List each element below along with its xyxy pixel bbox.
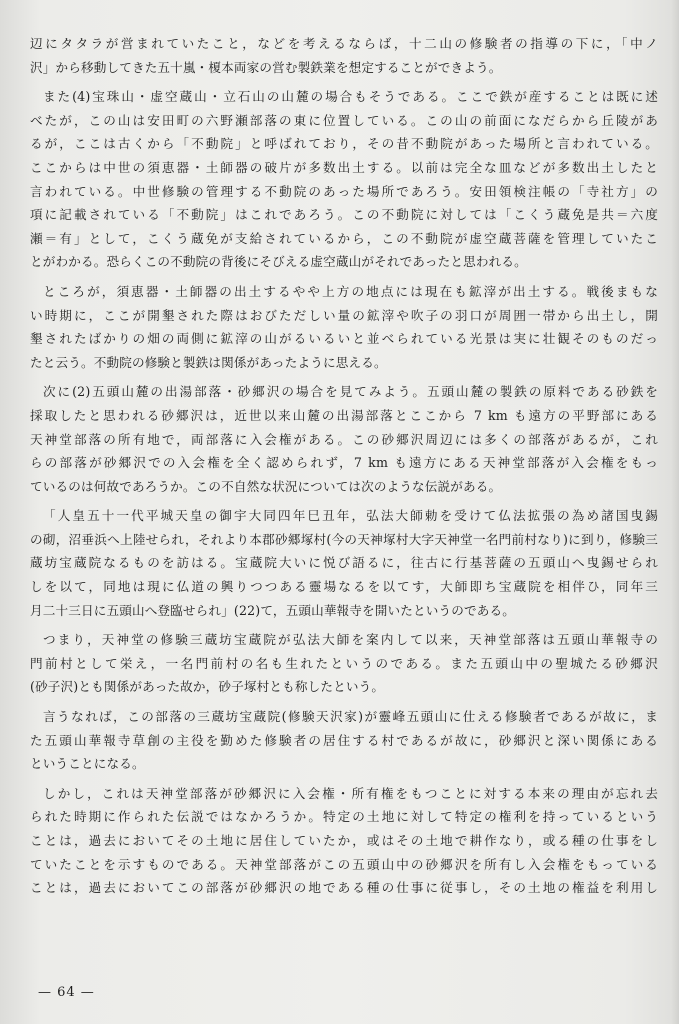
text-line: 「人皇五十一代平城天皇の御宇大同四年巳丑年，弘法大師勅を受けて仏法拡張の為め諸国曳錫 xyxy=(43,508,658,524)
text-line: ここからは中世の須恵器・土師器の破片が多数出土する。以前は完全な皿などが多数出土したと xyxy=(30,159,658,175)
text-line: 言われている。中世修験の管理する不動院のあった場所であろう。安田領検注帳の「寺社方」の xyxy=(30,183,658,199)
text-line: 門前村として栄え，一名門前村の名も生れたというのである。また五頭山中の聖城たる砂郷沢 xyxy=(30,655,658,671)
text-line: ことは，過去においてその土地に居住していたか，或はその土地で耕作なり，或る種の仕事をし xyxy=(30,833,658,848)
paragraph-5-quotation xyxy=(30,504,658,622)
text-line: 沢」から移動してきた五十嵐・榎本両家の営む製鉄業を想定することができよう。 xyxy=(30,59,502,75)
text-line: 次に(2)五頭山麓の出湯部落・砂郷沢の場合を見てみよう。五頭山麓の製鉄の原料である砂鉄を xyxy=(43,384,658,400)
body-text xyxy=(30,32,658,900)
text-line: 墾されたばかりの畑の両側に鉱滓の山がるいるいと並べられている光景は実に壮観そのものだっ xyxy=(30,331,658,347)
text-line: ていたことを示すものである。天神堂部落がこの五頭山中の砂郷沢を所有し入会権をもっている xyxy=(30,856,658,872)
text-line: つまり，天神堂の修験三蔵坊宝蔵院が弘法大師を案内して以来，天神堂部落は五頭山華報寺の xyxy=(43,632,658,648)
text-line: しを以て，同地は現に仏道の興りつつある靈場なるを以てす，大師即ち宝蔵院を相伴ひ，同年三 xyxy=(30,579,658,595)
text-line: (砂子沢)とも関係があった故か，砂子塚村とも称したという。 xyxy=(30,679,385,695)
text-line: たと云う。不動院の修験と製鉄は関係があったように思える。 xyxy=(30,354,387,370)
text-line: 瀬＝有」として，こくう蔵免が支給されているから，この不動院が虚空蔵菩薩を管理していたこ xyxy=(30,230,658,246)
paragraph-8 xyxy=(30,782,658,900)
text-line: い時期に，ここが開墾された際はおびただしい量の鉱滓や吹子の羽口が周囲一帯から出土し，開 xyxy=(30,307,658,323)
text-line: ているのは何故であろうか。この不自然な状況については次のような伝説がある。 xyxy=(30,478,502,494)
paragraph-1 xyxy=(30,32,658,79)
text-line: しかし，これは天神堂部落が砂郷沢に入会権・所有権をもつことに対する本来の理由が忘れ去 xyxy=(43,785,658,801)
paragraph-2 xyxy=(30,85,658,274)
text-line: また(4)宝珠山・虚空蔵山・立石山の山麓の場合もそうである。ここで鉄が産することは既に述 xyxy=(43,89,658,105)
text-line: らの部落が砂郷沢での入会権を全く認められず，7 km も遠方にある天神堂部落が入会権をもっ xyxy=(30,455,658,471)
text-line: 天神堂部落の所有地で，両部落に入会権がある。この砂郷沢周辺には多くの部落があるが，これ xyxy=(30,431,658,447)
paragraph-6 xyxy=(30,628,658,699)
text-line: ということになる。 xyxy=(30,756,145,772)
text-line: 辺にタタラが営まれていたこと，などを考えるならば，十二山の修験者の指導の下に，「中ノ xyxy=(30,36,658,51)
text-line: た五頭山華報寺草創の主役を勤めた修験者の居住する村であるが故に，砂郷沢と深い関係にある xyxy=(30,732,658,748)
page-number: — 64 — xyxy=(38,985,95,1000)
paragraph-7 xyxy=(30,705,658,776)
text-line: ところが，須恵器・土師器の出土するやや上方の地点には現在も鉱滓が出土する。戦後まもな xyxy=(43,283,658,299)
text-line: 言うなれば，この部落の三蔵坊宝蔵院(修験天沢家)が靈峰五頭山に仕える修験者であるが故に，ま xyxy=(43,709,658,725)
text-line: 採取したと思われる砂郷沢は，近世以来山麓の出湯部落とここから 7 km も遠方の平野部にある xyxy=(30,407,658,423)
text-line: 項に記載されている「不動院」はこれであろう。この不動院に対しては「こくう蔵免是共＝六度 xyxy=(30,207,658,223)
text-line: るが，ここは古くから「不動院」と呼ばれており，その昔不動院があった場所と言われている。 xyxy=(30,136,658,152)
paragraph-3 xyxy=(30,280,658,374)
text-line: とがわかる。恐らくこの不動院の背後にそびえる虚空蔵山がそれであったと思われる。 xyxy=(30,254,527,270)
paragraph-4 xyxy=(30,380,658,498)
text-line: ことは，過去においてこの部落が砂郷沢の地である種の仕事に従事し，その土地の権益を利用し xyxy=(30,880,658,896)
text-line: 蔵坊宝蔵院なるものを訪はる。宝蔵院大いに悦び語るに，往古に行基菩薩の五頭山へ曳錫せられ xyxy=(30,555,658,571)
text-line: の砌，沼垂浜へ上陸せられ，それより本郡砂郷塚村(今の天神塚村大字天神堂一名門前村なり)に到り，修験三 xyxy=(30,531,658,547)
page-edge-shadow xyxy=(671,0,679,1024)
text-line: 月二十三日に五頭山へ登臨せられ」(22)て，五頭山華報寺を開いたというのである。 xyxy=(30,602,515,618)
text-line: べたが，この山は安田町の六野瀬部落の東に位置している。この山の前面になだらから丘陵があ xyxy=(30,112,658,128)
text-line: られた時期に作られた伝説ではなかろうか。特定の土地に対して特定の権利を持っているという xyxy=(30,809,658,825)
